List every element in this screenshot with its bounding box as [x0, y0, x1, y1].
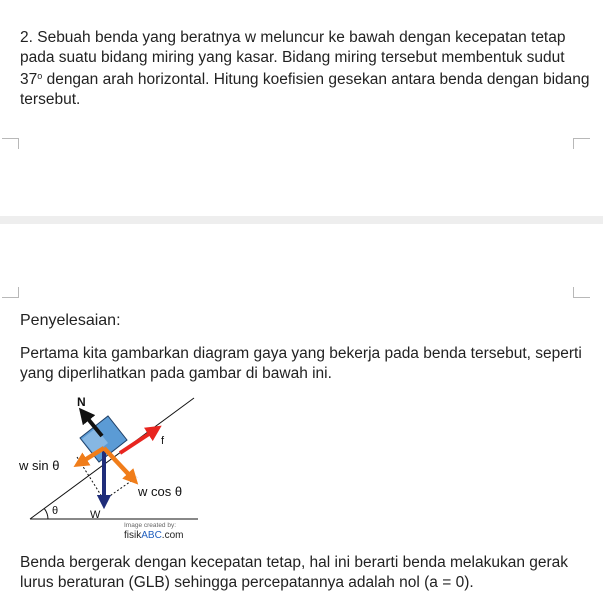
angle-arc [45, 509, 49, 519]
credit-site [124, 530, 183, 541]
credit-site-prefix: fisik [124, 530, 142, 541]
answer-conclusion-text: Benda bergerak dengan kecepatan tetap, hal ini berarti benda melakukan gerak lurus beraturan (GLB) sehingga percepatannya adalah nol (a = 0). [20, 554, 569, 591]
w-cos-label: w cos θ [138, 484, 183, 499]
free-body-diagram [18, 388, 210, 544]
question-text [20, 28, 590, 109]
angle-label: θ [52, 505, 59, 517]
answer-box-corner-top-left [2, 138, 19, 149]
answer-heading: Penyelesaian: [20, 312, 121, 329]
degree-symbol: o [37, 71, 43, 81]
credit-site-brand: ABC [141, 530, 162, 541]
w-cos-component-arrow [104, 448, 133, 479]
answer-box-corner-top-right [573, 138, 590, 149]
credit-line: Image created by: [124, 522, 177, 529]
section-divider [0, 216, 603, 224]
w-sin-label: w sin θ [19, 458, 60, 473]
w-cos-guide-line [104, 477, 137, 500]
weight-label: W [90, 509, 101, 521]
credit-site-suffix: .com [161, 530, 184, 541]
answer-box-corner-bottom-right [573, 287, 590, 298]
answer-intro-text: Pertama kita gambarkan diagram gaya yang bekerja pada benda tersebut, seperti yang diperlihatkan pada gambar di bawah ini. [20, 345, 582, 382]
question-text-part1: 2. Sebuah benda yang beratnya w meluncur ke bawah dengan kecepatan tetap pada suatu bidang miring yang kasar. Bidang miring tersebut membentuk sudut 37 [20, 29, 566, 88]
friction-label: f [161, 435, 165, 447]
answer-box-corner-bottom-left [2, 287, 19, 298]
question-text-part2: dengan arah horizontal. Hitung koefisien gesekan antara benda dengan bidang tersebut. [20, 71, 590, 108]
normal-label: N [77, 395, 86, 409]
